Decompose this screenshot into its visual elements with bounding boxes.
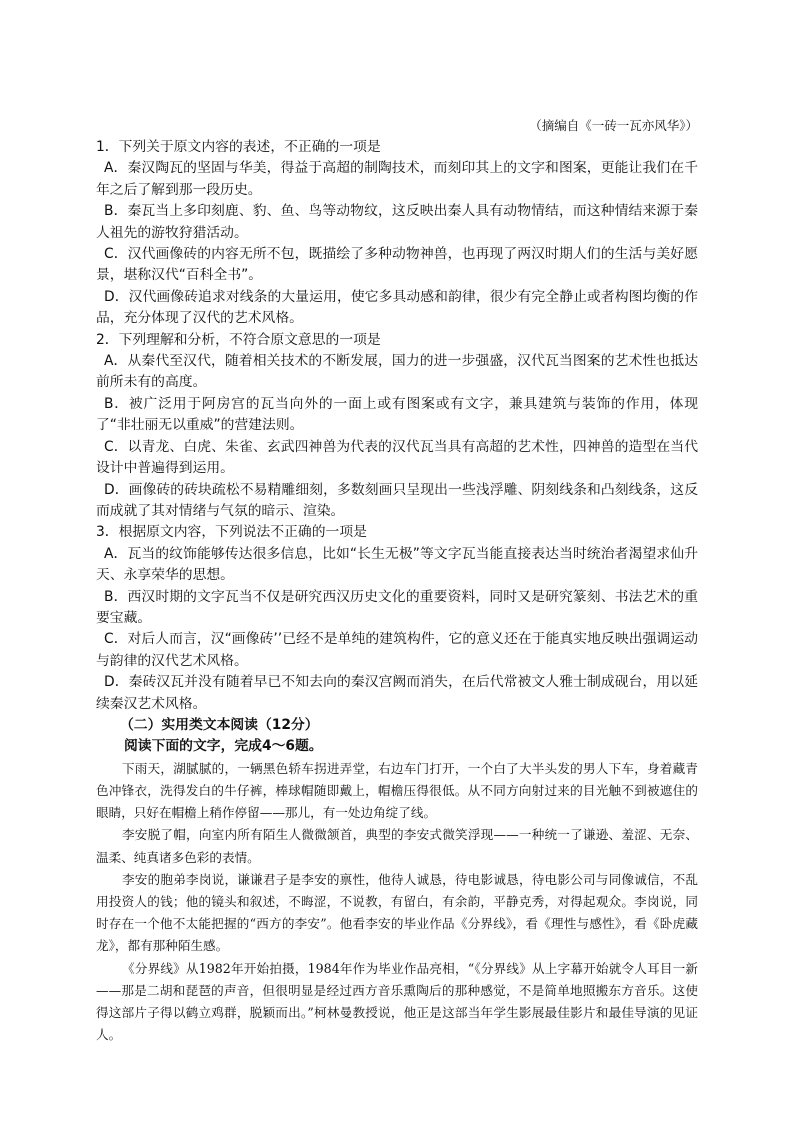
option-a: A．从秦代至汉代，随着相关技术的不断发展，国力的进一步强盛，汉代瓦当图案的艺术性也抵达前所未有的高度。: [96, 353, 698, 391]
passage-paragraph: 李安的胞弟李岗说，谦谦君子是李安的禀性，他待人诚恳，待电影诚恳，待电影公司与同像诚信，不乱用投资人的钱；他的镜头和叙述，不晦涩，不说教，有留白，有余韵，平静克秀，对得起观众。李岗说，同时存在一个他不太能把握的“西方的李安”。他看李安的毕业作品《分界线》，看《理性与感性》，看《卧虎藏龙》，都有那种陌生感。: [96, 871, 698, 954]
passage-paragraph: 李安脱了帽，向室内所有陌生人微微颔首，典型的李安式微笑浮现——一种统一了谦逊、羞涩、无奈、温柔、纯真诸多色彩的表情。: [96, 827, 698, 865]
passage-paragraph: 下雨天，湖腻腻的，一辆黑色轿车拐进弄堂，右边车门打开，一个白了大半头发的男人下车，身着藏青色冲锋衣，洗得发白的牛仔裤，棒球帽随即戴上，帽檐压得很低。从不同方向射过来的目光触不到被遮住的眼睛，只好在帽檐上稍作停留——那儿，有一处边角绽了线。: [96, 760, 698, 821]
option-c: C．以青龙、白虎、朱雀、玄武四神兽为代表的汉代瓦当具有高超的艺术性，四神兽的造型在当代设计中普遍得到运用。: [96, 438, 698, 477]
option-d: D．汉代画像砖追求对线条的大量运用，使它多具动感和韵律，很少有完全静止或者构图均衡的作品，充分体现了汉代的艺术风格。: [96, 288, 698, 327]
option-c: C．对后人而言，汉“画像砖’’已经不是单纯的建筑构件，它的意义还在于能真实地反映出强调运动与韵律的汉代艺术风格。: [96, 631, 698, 669]
option-b: B．被广泛用于阿房宫的瓦当向外的一面上或有图案或有文字，兼具建筑与装饰的作用，体现了“非壮丽无以重威”的营建法则。: [96, 395, 698, 434]
questions-block: [96, 137, 698, 1046]
question-3: [96, 522, 698, 715]
question-2: [96, 330, 698, 523]
question-stem: 3．根据原文内容，下列说法不正确的一项是: [96, 524, 367, 541]
option-a: A．瓦当的纹饰能够传达很多信息，比如“长生无极”等文字瓦当能直接表达当时统治者渴望求仙升天、永享荣华的思想。: [96, 545, 698, 584]
option-d: D．画像砖的砖块疏松不易精雕细刻，多数刻画只呈现出一些浅浮雕、阴刻线条和凸刻线条，这反而成就了其对情绪与气氛的暗示、渲染。: [96, 481, 698, 519]
option-d: D．秦砖汉瓦并没有随着早已不知去向的秦汉宫阙而消失，在后代常被文人雅士制成砚台，用以延续秦汉艺术风格。: [96, 674, 698, 712]
question-1: [96, 137, 698, 330]
source-note: （摘编自《一砖一瓦亦风华》）: [529, 118, 698, 133]
section-title: （二）实用类文本阅读（12分）: [120, 716, 319, 733]
passage-paragraph: 《分界线》从1982年开始拍摄，1984年作为毕业作品亮相，“《分界线》从上字幕开始就令人耳目一新——那是二胡和琵琶的声音，但很明显是经过西方音乐熏陶后的那种感觉，不是简单地照搬东方音乐。这使得这部片子得以鹤立鸡群，脱颖而出。”柯林曼教授说，他正是这部当年学生影展最佳影片和最佳导演的见证人。: [96, 960, 698, 1043]
option-a: A．秦汉陶瓦的坚固与华美，得益于高超的制陶技术，而刻印其上的文字和图案，更能让我们在千年之后了解到那一段历史。: [96, 160, 698, 198]
question-stem: 1．下列关于原文内容的表述，不正确的一项是: [96, 139, 381, 155]
reading-passage: [96, 758, 698, 1047]
section-instruction: 阅读下面的文字，完成4～6题。: [124, 738, 323, 755]
option-b: B．秦瓦当上多印刻鹿、豹、鱼、鸟等动物纹，这反映出秦人具有动物情结，而这种情结来源于秦人祖先的游牧狩猎活动。: [96, 203, 698, 241]
option-c: C．汉代画像砖的内容无所不包，既描绘了多种动物神兽，也再现了两汉时期人们的生活与美好愿景，堪称汉代“百科全书”。: [96, 246, 698, 284]
option-b: B．西汉时期的文字瓦当不仅是研究西汉历史文化的重要资料，同时又是研究篆刻、书法艺术的重要宝藏。: [96, 588, 698, 626]
question-stem: 2．下列理解和分析，不符合原文意思的一项是: [96, 331, 381, 348]
